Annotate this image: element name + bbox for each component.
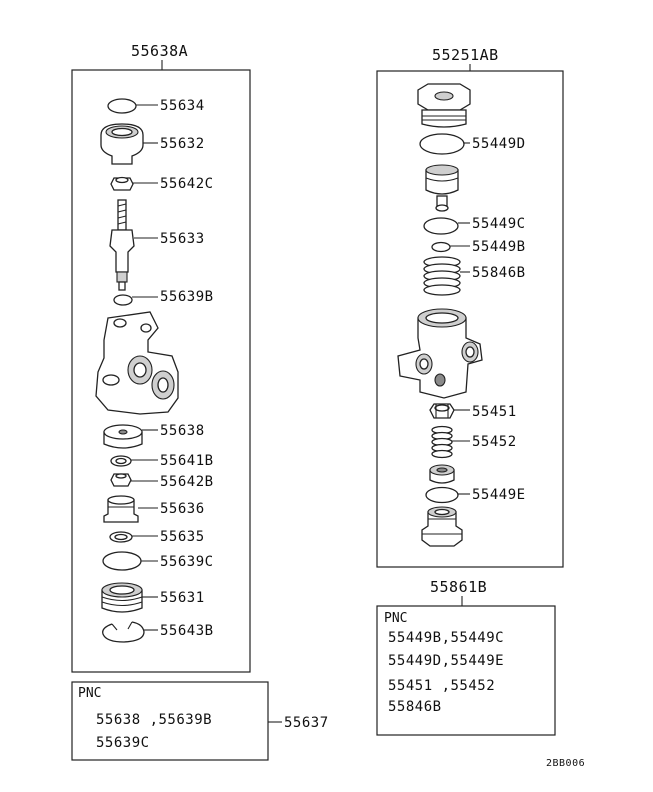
part-bottom-plug-right	[422, 507, 462, 546]
part-valve-body-left	[96, 312, 178, 414]
part-55449e-o-ring	[426, 488, 458, 503]
part-55449c-o-ring	[424, 218, 458, 234]
part-hex-cap-right	[418, 84, 470, 127]
label-55643b: 55643B	[160, 623, 214, 639]
label-55449d: 55449D	[472, 136, 526, 152]
label-55636: 55636	[160, 501, 205, 517]
part-55633-stem	[110, 200, 134, 290]
label-55641b: 55641B	[160, 453, 214, 469]
part-poppet-right	[426, 165, 458, 211]
kit-right-line2: 55449D,55449E	[388, 653, 505, 669]
part-55635-washer	[110, 532, 132, 542]
kit-right-line4: 55846B	[388, 699, 442, 715]
part-55452-spring	[432, 427, 452, 458]
kit-left-heading: PNC	[78, 686, 102, 701]
part-55631-plug	[102, 583, 142, 612]
part-55636-seat	[104, 496, 138, 522]
label-55452: 55452	[472, 434, 517, 450]
part-55846b-spring	[424, 257, 460, 295]
part-55449d-o-ring	[420, 134, 464, 154]
label-55846b: 55846B	[472, 265, 526, 281]
right-assembly-number: 55251AB	[432, 46, 499, 64]
label-55638: 55638	[160, 423, 205, 439]
part-55639c-o-ring	[103, 552, 141, 570]
label-55642c: 55642C	[160, 176, 214, 192]
kit-right-line1: 55449B,55449C	[388, 630, 505, 646]
part-55643b-snap-ring	[103, 622, 144, 642]
right-assembly-frame	[377, 71, 563, 567]
label-55449c: 55449C	[472, 216, 526, 232]
part-valve-body-right	[398, 309, 482, 398]
part-55638-piston	[104, 425, 142, 448]
kit-left-line2: 55639C	[96, 735, 150, 751]
kit-left-line1: 55638 ,55639B	[96, 712, 213, 728]
part-55639b-o-ring	[114, 295, 132, 305]
kit-right-number: 55861B	[430, 578, 488, 596]
label-55642b: 55642B	[160, 474, 214, 490]
label-55449b: 55449B	[472, 239, 526, 255]
part-55634-o-ring	[108, 99, 136, 113]
label-55632: 55632	[160, 136, 205, 152]
label-55449e: 55449E	[472, 487, 526, 503]
drawing-code: 2BB006	[546, 758, 586, 769]
label-55635: 55635	[160, 529, 205, 545]
label-55639b: 55639B	[160, 289, 214, 305]
part-valve-seat-right	[430, 465, 454, 483]
label-55639c: 55639C	[160, 554, 214, 570]
part-55451-filter	[430, 404, 454, 418]
part-55642c-nut	[111, 178, 133, 191]
part-55641b-washer	[111, 456, 131, 466]
kit-right-line3: 55451 ,55452	[388, 678, 496, 694]
label-55634: 55634	[160, 98, 205, 114]
left-assembly-number: 55638A	[131, 42, 189, 60]
part-55632-cap	[101, 124, 143, 164]
part-55449b-o-ring	[432, 243, 450, 252]
label-55633: 55633	[160, 231, 205, 247]
kit-right-heading: PNC	[384, 611, 408, 626]
label-55631: 55631	[160, 590, 205, 606]
part-55642b-nut	[111, 474, 131, 486]
kit-left-number: 55637	[284, 715, 329, 731]
label-55451: 55451	[472, 404, 517, 420]
